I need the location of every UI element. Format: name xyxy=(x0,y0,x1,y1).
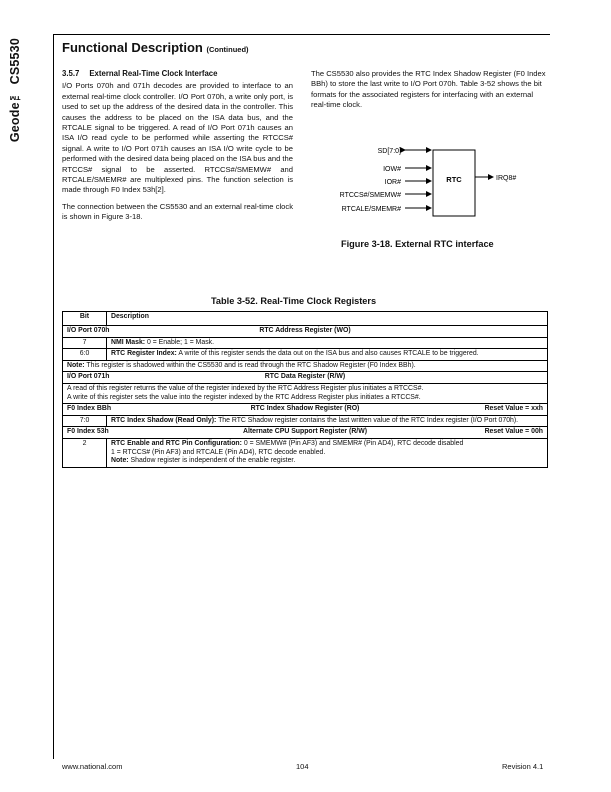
register-section-header xyxy=(63,326,548,338)
register-section-header xyxy=(63,404,548,416)
register-address: I/O Port 071h xyxy=(67,373,110,381)
reset-value xyxy=(423,373,543,382)
bit-cell: 7 xyxy=(63,337,107,349)
right-column xyxy=(311,69,546,111)
register-section-header xyxy=(63,427,548,439)
description-cell: RTC Enable and RTC Pin Configuration: 0 = SMEMW# (Pin AF3) and SMEMR# (Pin AD4), RTC decode disabled 1 = RTCCS# (Pin AF3) and RTCALE (Pin AD4), RTC decode enabled. Note: Shadow register is independent of the enable register. xyxy=(107,438,548,467)
footer-page-number: 104 xyxy=(296,762,309,771)
description-cell: NMI Mask: 0 = Enable; 1 = Mask. xyxy=(107,337,548,349)
paragraph: I/O Ports 070h and 071h decodes are provided to interface to an external real-time clock controller. I/O Port 070h, a write only port, is used to set up the address of the desired data in the controller. This causes the address to be placed on the ISA data bus, and the RTCALE signal to be triggered. A read of I/O Port 071h causes an ISA I/O read cycle to be performed while asserting the RTCCS# signal. A write to I/O Port 071h causes an ISA I/O write cycle to be performed with the desired data being placed on the ISA bus and the RTCCS# signal to be asserted. RTCCS#/SMEMW# and RTCALE/SMEMR# are multiplexed pins. The function selection is made through F0 Index 53h[2]. xyxy=(62,81,293,195)
register-address: I/O Port 070h xyxy=(67,327,110,334)
signal-label-irq8: IRQ8# xyxy=(496,175,517,182)
table-row xyxy=(63,438,548,467)
reset-value: Reset Value = 00h xyxy=(484,428,543,436)
bit-cell: 2 xyxy=(63,438,107,467)
table-header-row xyxy=(63,312,548,326)
signal-label-rtccs: RTCCS#/SMEMW# xyxy=(339,192,401,199)
register-name: RTC Data Register (R/W) xyxy=(264,373,346,381)
register-name: RTC Index Shadow Register (RO) xyxy=(250,405,360,413)
table-title: Table 3-52. Real-Time Clock Registers xyxy=(211,296,377,306)
table-row xyxy=(63,415,548,427)
paragraph: The connection between the CS5530 and an external real-time clock is shown in Figure 3-18. xyxy=(62,201,293,222)
reset-value: Reset Value = xxh xyxy=(484,405,543,413)
rtc-interface-diagram xyxy=(311,138,546,228)
column-header-description: Description xyxy=(107,312,548,326)
register-name: Alternate CPU Support Register (R/W) xyxy=(242,428,368,436)
register-address: F0 Index 53h xyxy=(67,428,109,436)
table-row xyxy=(63,349,548,361)
description-cell: A read of this register returns the value of the register indexed by the RTC Address Register plus initiates a RTCCS#. A write of this register sets the value into the register indexed by the RTC Address Register plus initiates a RTCCS#. xyxy=(63,383,548,403)
rtc-box-label: RTC xyxy=(446,175,462,184)
signal-label-rtcale: RTCALE/SMEMR# xyxy=(341,206,401,213)
subsection-heading: 3.5.7 External Real-Time Clock Interface xyxy=(62,69,218,78)
column-header-bit: Bit xyxy=(63,312,107,326)
bit-cell: 6:0 xyxy=(63,349,107,361)
reset-value xyxy=(423,327,543,336)
figure-caption: Figure 3-18. External RTC interface xyxy=(341,239,494,249)
footer-url: www.national.com xyxy=(62,762,123,771)
footer-revision: Revision 4.1 xyxy=(502,762,544,771)
signal-label-ior: IOR# xyxy=(384,179,401,186)
section-title: Functional Description (Continued) xyxy=(62,40,249,55)
table-row xyxy=(63,337,548,349)
description-cell: RTC Register Index: A write of this register sends the data out on the ISA bus and also causes RTCALE to be triggered. xyxy=(107,349,548,361)
table-note-row: Note: This register is shadowed within the CS5530 and is read through the RTC Shadow Register (F0 Index BBh). xyxy=(63,360,548,372)
side-title: Geode™ CS5530 xyxy=(8,38,22,143)
register-address: F0 Index BBh xyxy=(67,405,112,413)
register-name: RTC Address Register (WO) xyxy=(259,327,351,334)
left-column xyxy=(62,69,293,229)
signal-label-sd: SD[7:0] xyxy=(377,148,401,155)
description-cell: RTC Index Shadow (Read Only): The RTC Shadow register contains the last written value of the RTC Index register (I/O Port 070h). xyxy=(107,415,548,427)
register-table xyxy=(62,311,548,468)
register-section-header xyxy=(63,372,548,384)
section-title-suffix: (Continued) xyxy=(206,45,249,54)
signal-label-iow: IOW# xyxy=(383,166,401,173)
table-row xyxy=(63,383,548,403)
paragraph: The CS5530 also provides the RTC Index Shadow Register (F0 Index BBh) to store the last write to I/O Port 070h. Table 3-52 shows the bit formats for the associated registers for interfacing with an external real-time clock. xyxy=(311,69,546,110)
bit-cell: 7:0 xyxy=(63,415,107,427)
